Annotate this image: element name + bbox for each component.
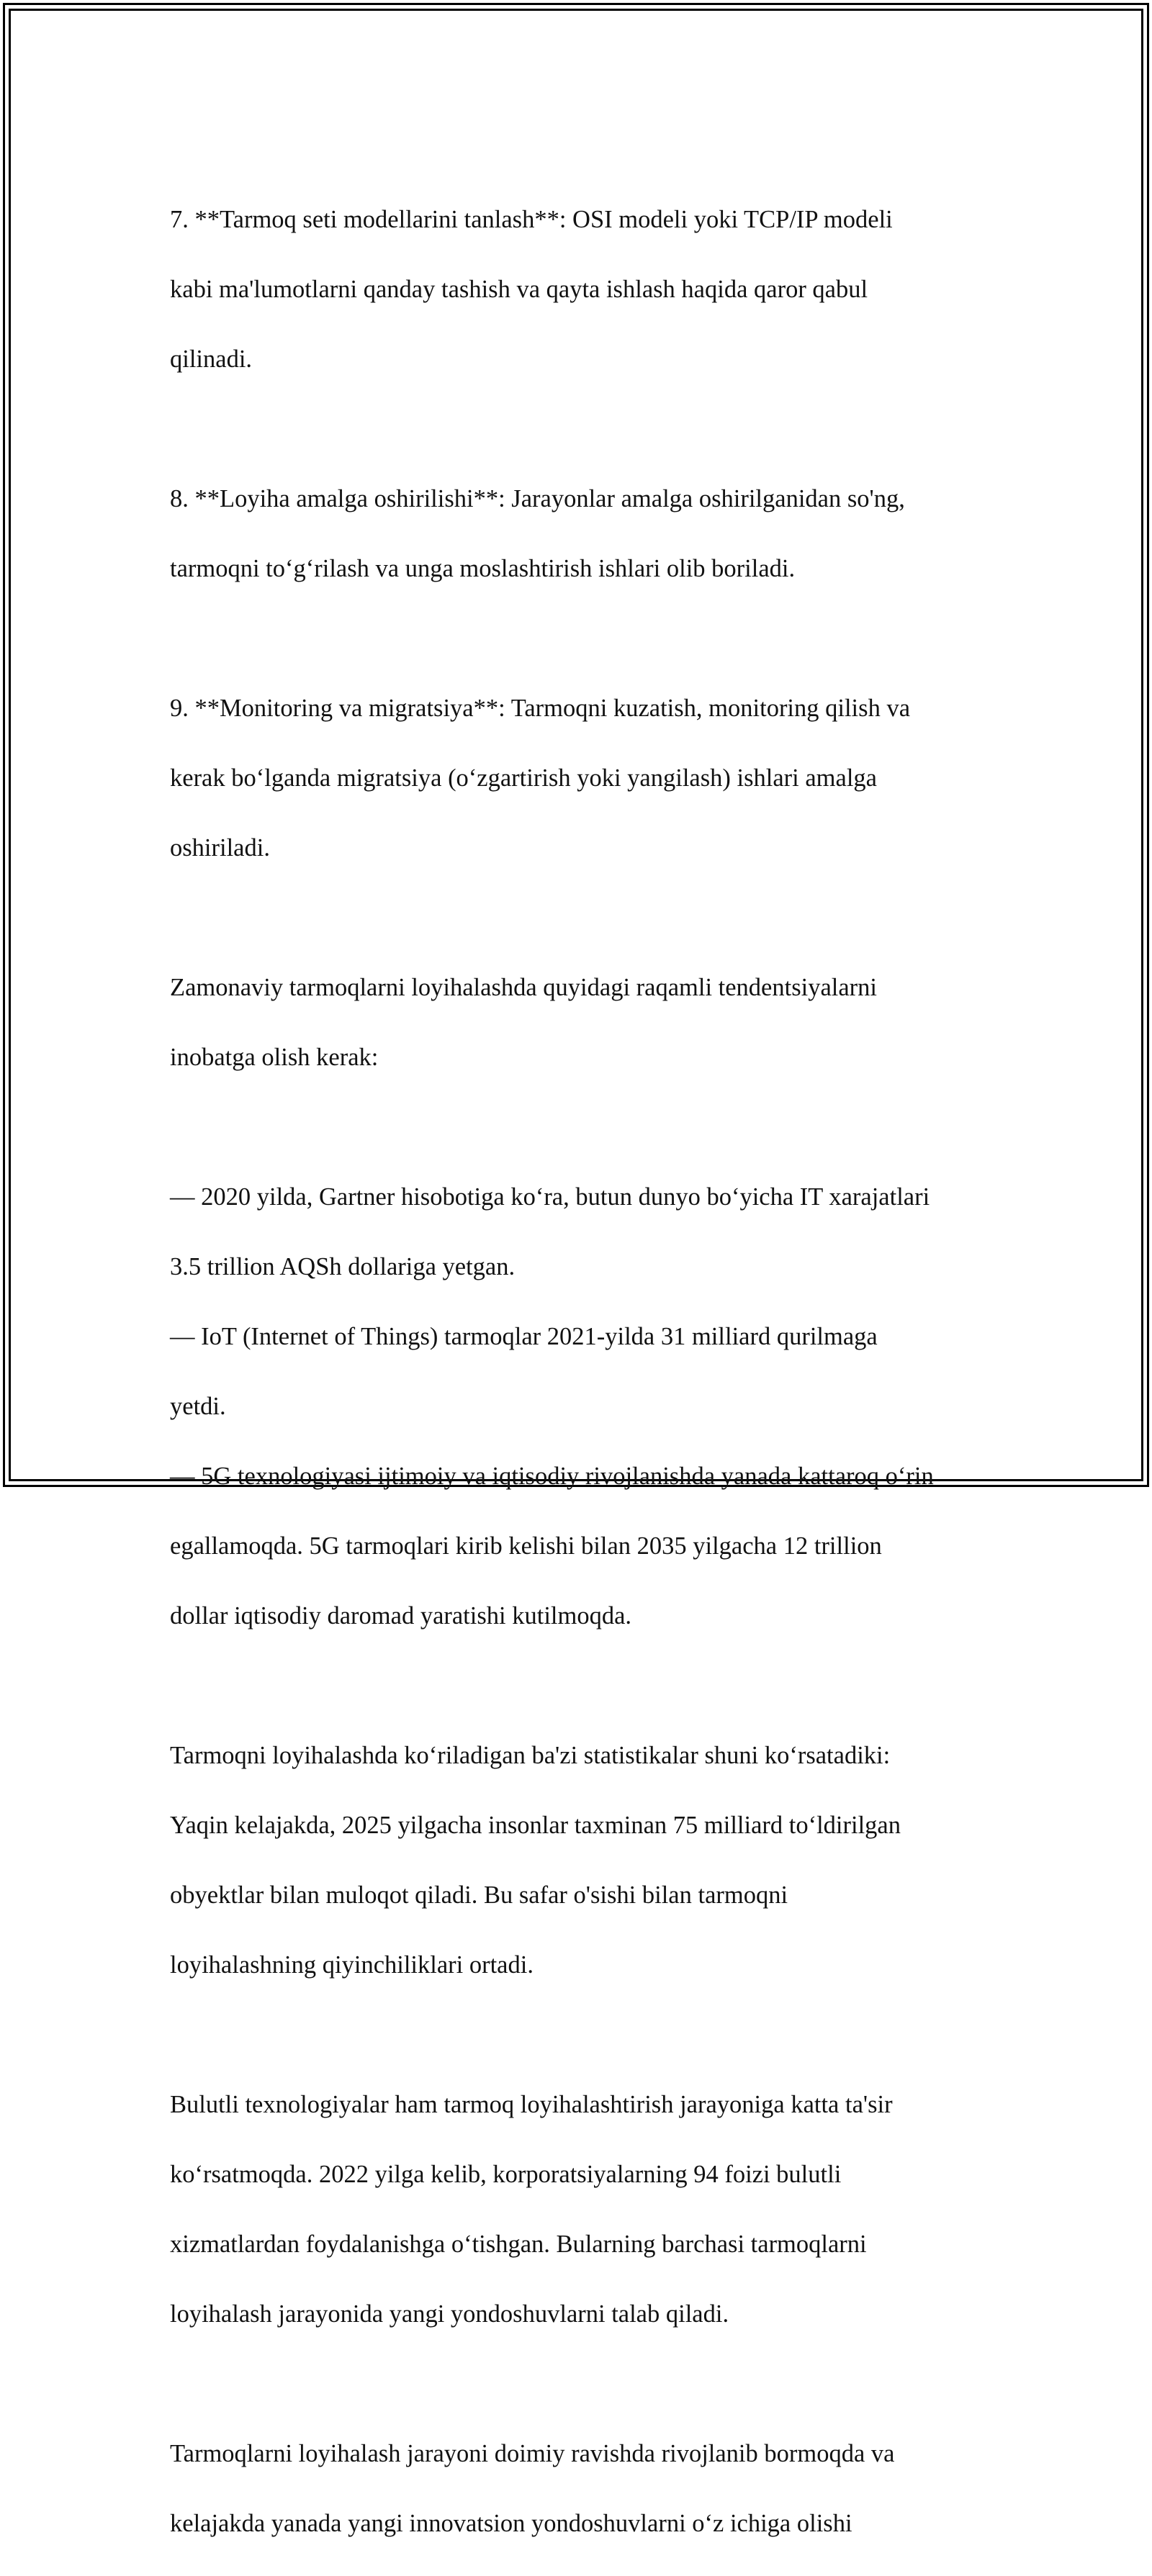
paragraph-trends-list: [170, 1144, 991, 1668]
paragraph-step-7: [170, 167, 991, 412]
text-line: 9. **Monitoring va migratsiya**: Tarmoqni kuzatish, monitoring qilish va: [170, 694, 911, 722]
text-line: egallamoqda. 5G tarmoqlari kirib kelishi bilan 2035 yilgacha 12 trillion: [170, 1532, 882, 1560]
paragraph-step-8: [170, 446, 991, 621]
text-line: — 2020 yilda, Gartner hisobotiga ko‘ra, butun dunyo bo‘yicha IT xarajatlari: [170, 1183, 930, 1211]
text-line: kerak bo‘lganda migratsiya (o‘zgartirish yoki yangilash) ishlari amalga: [170, 764, 877, 792]
text-line: Bulutli texnologiyalar ham tarmoq loyihalashtirish jarayoniga katta ta'sir: [170, 2090, 893, 2118]
text-line: dollar iqtisodiy daromad yaratishi kutilmoqda.: [170, 1601, 632, 1630]
paragraph-conclusion: [170, 2401, 991, 2576]
text-line: oshiriladi.: [170, 833, 270, 862]
text-line: kabi ma'lumotlarni qanday tashish va qayta ishlash haqida qaror qabul: [170, 275, 868, 303]
text-line: — 5G texnologiyasi ijtimoiy va iqtisodiy rivojlanishda yanada kattaroq o‘rin: [170, 1462, 934, 1490]
text-line: inobatga olish kerak:: [170, 1043, 379, 1071]
text-line: loyihalash jarayonida yangi yondoshuvlarni talab qiladi.: [170, 2300, 729, 2328]
text-line: ko‘rsatmoqda. 2022 yilga kelib, korporatsiyalarning 94 foizi bulutli: [170, 2160, 842, 2188]
text-line: loyihalashning qiyinchiliklari ortadi.: [170, 1951, 534, 1979]
paragraph-step-9: [170, 656, 991, 900]
paragraph-cloud: [170, 2052, 991, 2367]
text-line: 7. **Tarmoq seti modellarini tanlash**: OSI modeli yoki TCP/IP modeli: [170, 205, 893, 233]
text-line: — IoT (Internet of Things) tarmoqlar 2021-yilda 31 milliard qurilmaga: [170, 1322, 878, 1350]
text-line: qilinadi.: [170, 345, 253, 373]
text-line: Tarmoqni loyihalashda ko‘riladigan ba'zi statistikalar shuni ko‘rsatadiki:: [170, 1741, 891, 1769]
text-line: 8. **Loyiha amalga oshirilishi**: Jarayonlar amalga oshirilganidan so'ng,: [170, 484, 905, 512]
text-line: obyektlar bilan muloqot qiladi. Bu safar o'sishi bilan tarmoqni: [170, 1881, 788, 1909]
text-line: Zamonaviy tarmoqlarni loyihalashda quyidagi raqamli tendentsiyalarni: [170, 973, 878, 1001]
paragraph-statistics: [170, 1703, 991, 2017]
text-line: Yaqin kelajakda, 2025 yilgacha insonlar taxminan 75 milliard to‘ldirilgan: [170, 1811, 901, 1839]
document-body: [170, 167, 991, 2576]
text-line: tarmoqni to‘g‘rilash va unga moslashtirish ishlari olib boriladi.: [170, 554, 796, 582]
paragraph-trends-intro: [170, 935, 991, 1110]
text-line: yetdi.: [170, 1392, 226, 1420]
text-line: xizmatlardan foydalanishga o‘tishgan. Bularning barchasi tarmoqlarni: [170, 2230, 867, 2258]
text-line: kelajakda yanada yangi innovatsion yondoshuvlarni o‘z ichiga olishi: [170, 2509, 852, 2537]
text-line: Tarmoqlarni loyihalash jarayoni doimiy ravishda rivojlanib bormoqda va: [170, 2439, 895, 2467]
text-line: 3.5 trillion AQSh dollariga yetgan.: [170, 1252, 516, 1280]
